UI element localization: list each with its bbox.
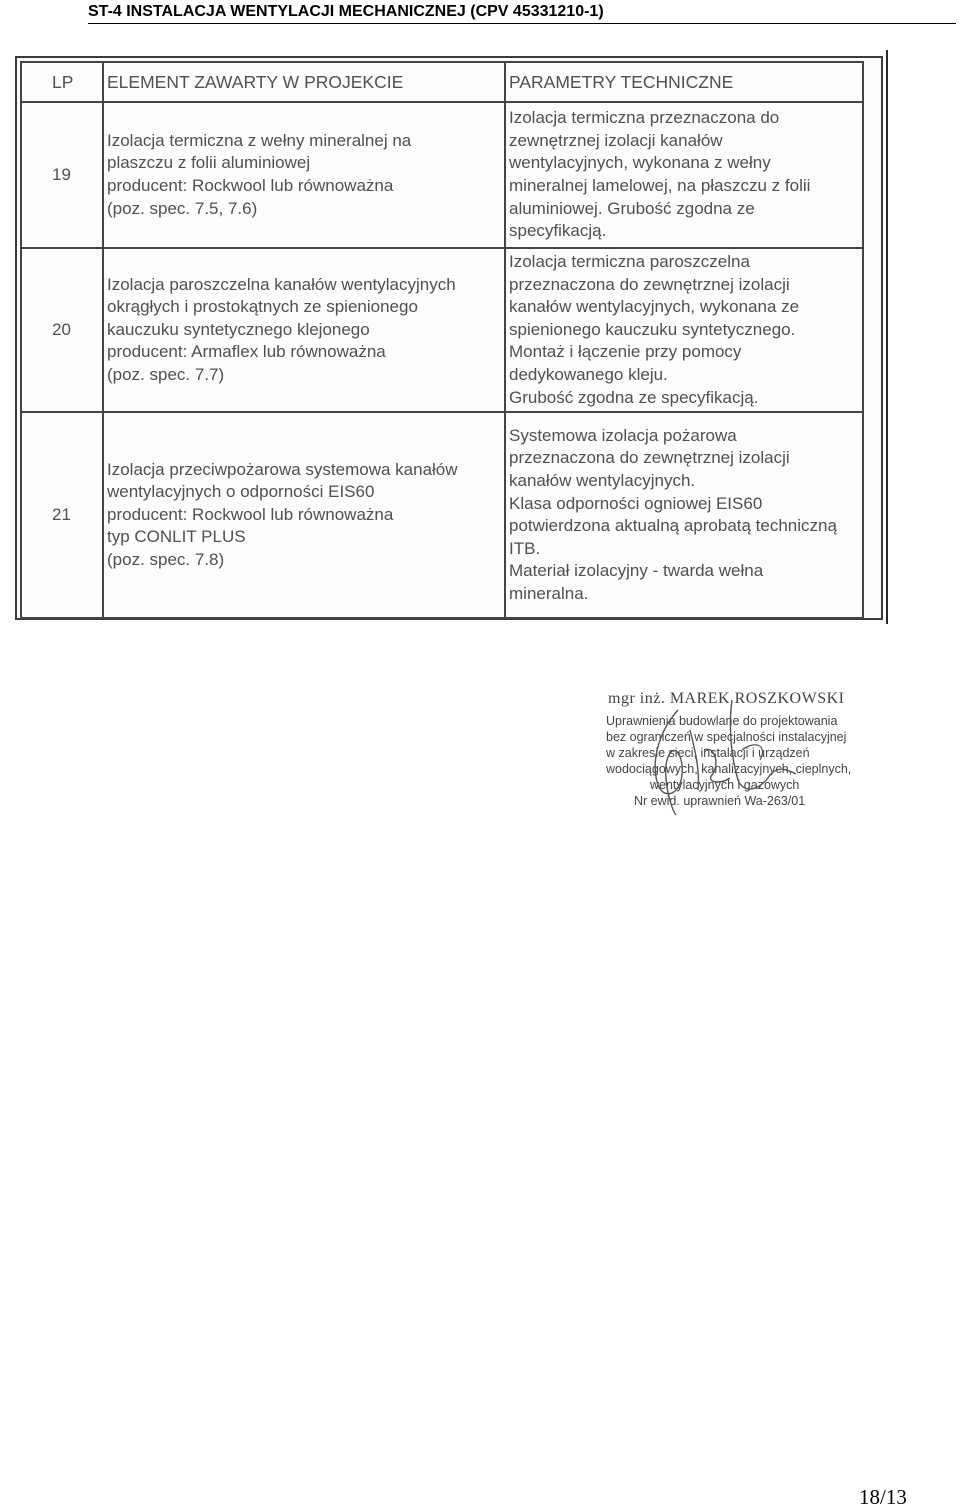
scan-border-edge	[886, 50, 888, 624]
table-row	[21, 102, 863, 248]
element-description: Izolacja paroszczelna kanałów wentylacyjnych okrągłych i prostokątnych ze spienionego kauczuku syntetycznego klejonego producent: Armaflex lub równoważna (poz. spec. 7.7)	[103, 248, 505, 412]
row-number: 19	[21, 102, 103, 248]
stamp-line: Nr ewid. uprawnień Wa-263/01	[634, 794, 806, 808]
table-row	[21, 248, 863, 412]
technical-parameters: Izolacja termiczna paroszczelna przeznaczona do zewnętrznej izolacji kanałów wentylacyjnych, wykonana ze spienionego kauczuku syntetycznego. Montaż i łączenie przy pomocy dedykowanego kleju. Grubość zgodna ze specyfikacją.	[505, 248, 863, 412]
stamp-line: wentylacyjnych i gazowych	[650, 778, 800, 792]
column-header-element: ELEMENT ZAWARTY W PROJEKCIE	[103, 62, 505, 102]
stamp-line: Uprawnienia budowlane do projektowania	[606, 714, 838, 728]
stamp-engineer-name: mgr inż. MAREK ROSZKOWSKI	[608, 690, 845, 707]
column-header-parameters: PARAMETRY TECHNICZNE	[505, 62, 863, 102]
table-header-row	[21, 62, 863, 102]
row-number: 21	[21, 412, 103, 618]
technical-parameters: Systemowa izolacja pożarowa przeznaczona do zewnętrznej izolacji kanałów wentylacyjnych. Klasa odporności ogniowej EIS60 potwierdzona aktualną aprobatą techniczną ITB. Materiał izolacyjny - twarda wełna mineralna.	[505, 412, 863, 618]
page-number: 18/13	[859, 1485, 907, 1509]
scanned-specification-table	[15, 56, 883, 620]
column-header-lp: LP	[21, 62, 103, 102]
page-header	[88, 3, 956, 24]
table-row	[21, 412, 863, 618]
technical-parameters: Izolacja termiczna przeznaczona do zewnętrznej izolacji kanałów wentylacyjnych, wykonana z wełny mineralnej lamelowej, na płaszczu z folii aluminiowej. Grubość zgodna ze specyfikacją.	[505, 102, 863, 248]
stamp-line: bez ograniczeń w specjalności instalacyjnej	[606, 730, 847, 744]
stamp-line: wodociągowych, kanalizacyjnych, cieplnych,	[606, 762, 852, 776]
stamp-line: w zakresie sieci, instalacji i urządzeń	[606, 746, 810, 760]
row-number: 20	[21, 248, 103, 412]
engineer-stamp	[600, 690, 884, 820]
element-description: Izolacja przeciwpożarowa systemowa kanałów wentylacyjnych o odporności EIS60 producent: Rockwool lub równoważna typ CONLIT PLUS (poz. spec. 7.8)	[103, 412, 505, 618]
specification-table	[20, 61, 864, 619]
document-title: ST-4 INSTALACJA WENTYLACJI MECHANICZNEJ (CPV 45331210-1)	[88, 3, 604, 20]
element-description: Izolacja termiczna z wełny mineralnej na plaszczu z folii aluminiowej producent: Rockwool lub równoważna (poz. spec. 7.5, 7.6)	[103, 102, 505, 248]
